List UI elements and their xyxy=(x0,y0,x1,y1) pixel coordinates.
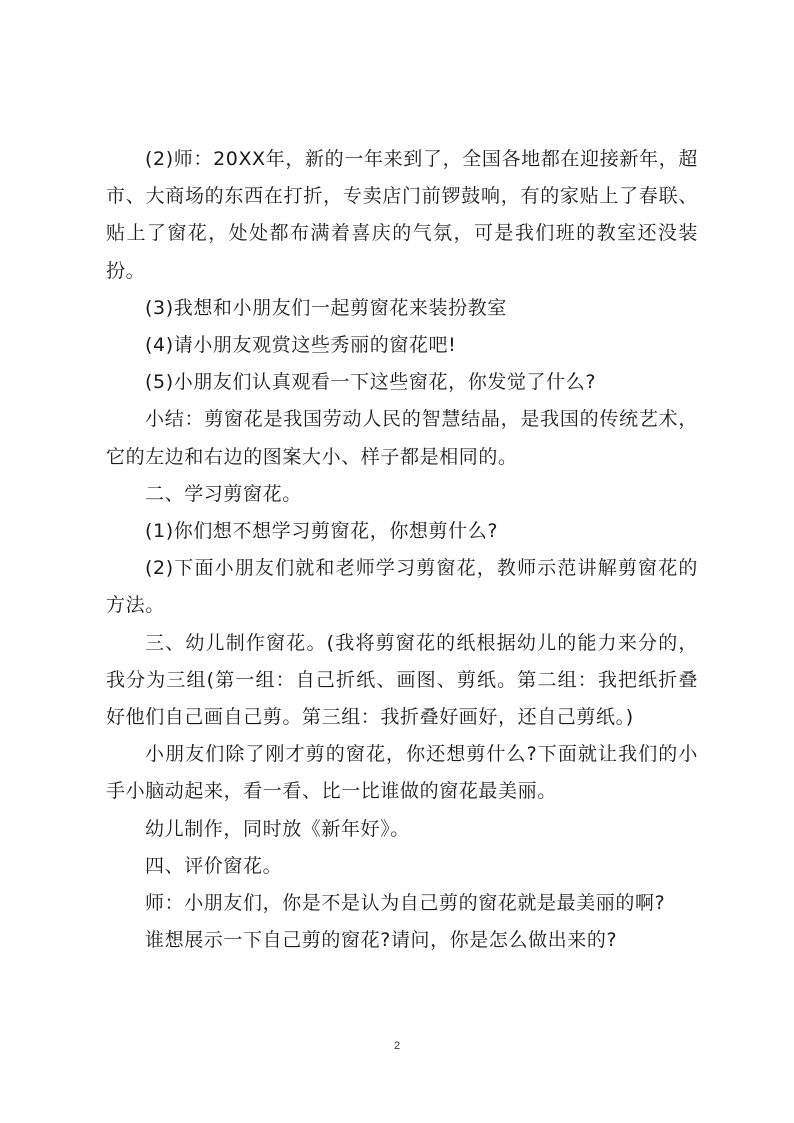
paragraph: (1)你们想不想学习剪窗花，你想剪什么? xyxy=(145,520,498,543)
paragraph: (2)师：20XX年，新的一年来到了，全国各地都在迎接新年，超市、大商场的东西在打折，专卖店门前锣鼓响，有的家贴上了春联、贴上了窗花，处处都布满着喜庆的气氛，可是我们班的教室还没装扮。 xyxy=(106,148,698,282)
section-heading: 四、评价窗花。 xyxy=(145,854,283,877)
section-heading: 二、学习剪窗花。 xyxy=(145,482,302,505)
paragraph: 谁想展示一下自己剪的窗花?请问，你是怎么做出来的? xyxy=(145,929,618,952)
document-body xyxy=(106,141,698,959)
paragraph: (4)请小朋友观赏这些秀丽的窗花吧! xyxy=(145,334,457,357)
paragraph: (2)下面小朋友们就和老师学习剪窗花，教师示范讲解剪窗花的方法。 xyxy=(106,557,698,617)
paragraph: 师：小朋友们，你是不是认为自己剪的窗花就是最美丽的啊? xyxy=(145,892,666,915)
paragraph: (3)我想和小朋友们一起剪窗花来装扮教室 xyxy=(145,296,507,319)
section-heading: 三、幼儿制作窗花。(我将剪窗花的纸根据幼儿的能力来分的，我分为三组(第一组：自己折纸、画图、剪纸。第二组：我把纸折叠好他们自己画自己剪。第三组：我折叠好画好，还自己剪纸。) xyxy=(106,631,698,729)
paragraph: 小朋友们除了刚才剪的窗花，你还想剪什么?下面就让我们的小手小脑动起来，看一看、比一比谁做的窗花最美丽。 xyxy=(106,743,698,803)
page-number: 2 xyxy=(393,1040,401,1052)
paragraph: 小结：剪窗花是我国劳动人民的智慧结晶，是我国的传统艺术，它的左边和右边的图案大小、样子都是相同的。 xyxy=(106,408,698,468)
paragraph: (5)小朋友们认真观看一下这些窗花，你发觉了什么? xyxy=(145,371,596,394)
paragraph: 幼儿制作，同时放《新年好》。 xyxy=(145,817,410,840)
